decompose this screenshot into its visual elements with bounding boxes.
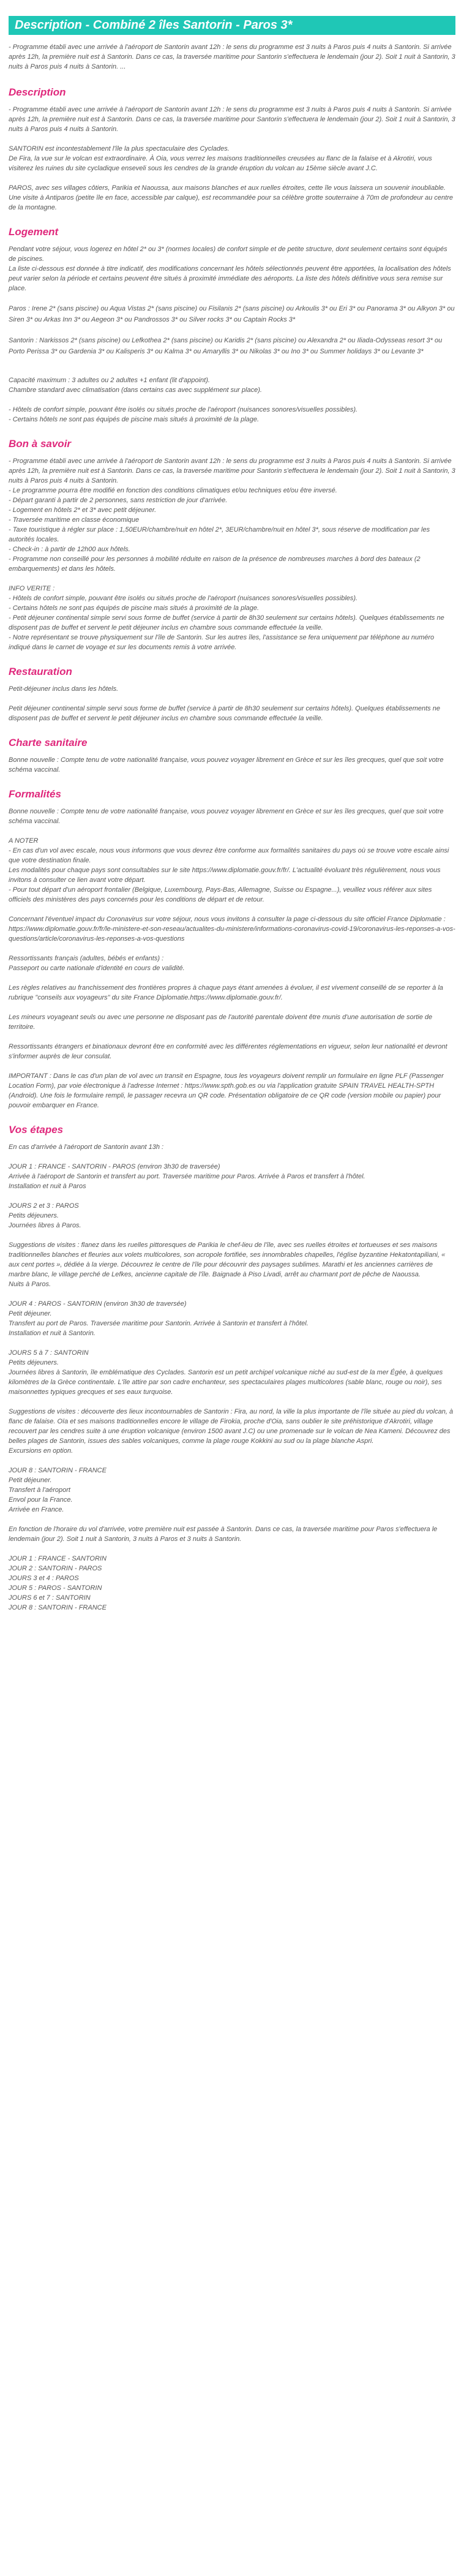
section-heading: Charte sanitaire (9, 737, 88, 748)
paragraph: IMPORTANT : Dans le cas d'un plan de vol avec un transit en Espagne, tous les voyageurs doivent remplir un formulaire en ligne PLF (Passenger Location Form), par voie électronique à l'adresse Internet : https://www.spth.gob.es ou via l'application gratuite SPAIN TRAVEL HEALTH-SPTH (Android). Une fois le formulaire rempli, le passager recevra un QR code. Présentation obligatoire de ce QR code (version mobile ou papier) pour pouvoir embarquer en France. (9, 1072, 444, 1109)
section-vos-etapes (9, 1124, 455, 1613)
paragraph: Petit déjeuner continental simple servi sous forme de buffet (service à partir de 8h30 seulement sur certains hôtels). Quelques établissements ne disposent pas de buffet et servent le petit déjeuner inclus en chambre sous commande effectuée la veille. (9, 705, 440, 722)
paragraph: En cas d'arrivée à l'aéroport de Santorin avant 13h : (9, 1143, 164, 1151)
section-heading: Formalités (9, 788, 61, 800)
section-bon-a-savoir (9, 438, 455, 652)
itinerary-day: JOUR 4 : PAROS - SANTORIN (environ 3h30 de traversée) Petit déjeuner. Transfert au port de Paros. Traversée maritime pour Santorin. Arrivée à Santorin et transfert à l'hôtel. Installation et nuit à Santorin. (9, 1300, 309, 1337)
section-charte-sanitaire (9, 737, 455, 775)
section-restauration (9, 666, 455, 723)
itinerary-day: JOURS 2 et 3 : PAROS Petits déjeuners. Journées libres à Paros. (9, 1202, 81, 1229)
paragraph: INFO VERITE : - Hôtels de confort simple, pouvant être isolés ou situés proche de l'aéroport (nuisances sonores/visuelles possibles). - Certains hôtels ne sont pas équipés de piscine mais situés à proximité de la plage. - Petit déjeuner continental simple servi sous forme de buffet (service à partir de 8h30 seulement sur certains hôtels). Quelques établissements ne disposent pas de buffet et servent le petit déjeuner inclus en chambre sous commande effectuée la veille. - Notre représentant se trouve physiquement sur l'île de Santorin. Sur les autres îles, l'assistance se fera uniquement par téléphone au numéro indiqué dans le carnet de voyage et sur les documents remis à votre arrivée. (9, 585, 444, 651)
section-formalites (9, 788, 455, 1110)
lead-paragraph: - Programme établi avec une arrivée à l'aéroport de Santorin avant 12h : le sens du programme est 3 nuits à Paros puis 4 nuits à Santorin. Si arrivée après 12h, la première nuit est à Santorin. Dans ce cas, la traversée maritime pour Santorin s'effectuera le lendemain (jour 2). Soit 1 nuit à Santorin, 3 nuits à Paros puis 4 nuits à Santorin. ... (9, 43, 455, 70)
paragraph: En fonction de l'horaire du vol d'arrivée, votre première nuit est passée à Santorin. Dans ce cas, la traversée maritime pour Paros s'effectuera le lendemain (jour 2). Soit 1 nuit à Santorin, 3 nuits à Paros et 3 nuits à Santorin. (9, 1526, 438, 1543)
paragraph: Les mineurs voyageant seuls ou avec une personne ne disposant pas de l'autorité parentale doivent être munis d'une autorisation de sortie de territoire. (9, 1014, 433, 1031)
paragraph: Capacité maximum : 3 adultes ou 2 adultes +1 enfant (lit d'appoint). Chambre standard avec climatisation (dans certains cas avec supplément sur place). (9, 377, 262, 394)
paragraph: Petit-déjeuner inclus dans les hôtels. (9, 685, 119, 693)
paragraph: Ressortissants français (adultes, bébés et enfants) : Passeport ou carte nationale d'identité en cours de validité. (9, 955, 185, 972)
paragraph: Bonne nouvelle : Compte tenu de votre nationalité française, vous pouvez voyager librement en Grèce et sur les îles grecques, quel que soit votre schéma vaccinal. (9, 808, 444, 825)
paragraph: Concernant l'éventuel impact du Coronavirus sur votre séjour, nous vous invitons à consulter la page ci-dessous du site officiel France Diplomatie : https://www.diplomatie.gouv.fr/fr/le-ministere-et-son-reseau/actualites-du-ministere/informations-coronavirus-covid-19/coronavirus-les-reponses-a-vos-questions/article/coronavirus-les-reponses-a-vos-questions (9, 916, 455, 943)
section-heading: Logement (9, 226, 59, 238)
page-title: Description - Combiné 2 îles Santorin - Paros 3* (9, 16, 455, 35)
paragraph: - Programme établi avec une arrivée à l'aéroport de Santorin avant 12h : le sens du programme est 3 nuits à Paros puis 4 nuits à Santorin. Si arrivée après 12h, la première nuit est à Santorin. Dans ce cas, la traversée maritime pour Santorin s'effectuera le lendemain (jour 2). Soit 1 nuit à Santorin, 3 nuits à Paros puis 4 nuits à Santorin. (9, 106, 455, 133)
itinerary-summary: JOUR 1 : FRANCE - SANTORIN JOUR 2 : SANTORIN - PAROS JOURS 3 et 4 : PAROS JOUR 5 : PAROS - SANTORIN JOURS 6 et 7 : SANTORIN JOUR 8 : SANTORIN - FRANCE (9, 1555, 107, 1611)
paragraph: Bonne nouvelle : Compte tenu de votre nationalité française, vous pouvez voyager librement en Grèce et sur les îles grecques, quel que soit votre schéma vaccinal. (9, 756, 444, 774)
paragraph: - Hôtels de confort simple, pouvant être isolés ou situés proche de l'aéroport (nuisances sonores/visuelles possibles). - Certains hôtels ne sont pas équipés de piscine mais situés à proximité de la plage. (9, 406, 358, 423)
paragraph: SANTORIN est incontestablement l'île la plus spectaculaire des Cyclades. De Fira, la vue sur le volcan est extraordinaire. À Oia, vous verrez les maisons traditionnelles creusées au flanc de la falaise et à Akrotiri, vous visiterez les ruines du site cycladique enseveli sous les cendres de la grande éruption du volcan au 15ème siècle avant J.C. (9, 145, 432, 172)
section-heading: Restauration (9, 666, 72, 677)
section-heading: Bon à savoir (9, 438, 72, 450)
paragraph: Suggestions de visites : découverte des lieux incontournables de Santorin : Fira, au nord, la ville la plus importante de l'île située au pied du volcan, à flanc de falaise. Oïa et ses maisons traditionnelles encore le village de Firokia, proche d'Oia, sans oublier le site préhistorique d'Akrotiri, village recouvert par les cendres suite à une éruption volcanique (environ 1500 avant J.C) ou une promenade sur le volcan de Nea Kameni. Découvrez des belles plages de Santorin, issues des sables volcaniques, comme la plage rouge Kokkini au sud ou la plage blanche Aspri. Excursions en option. (9, 1408, 454, 1455)
paragraph: Les règles relatives au franchissement des frontières propres à chaque pays étant amenées à évoluer, il est vivement conseillé de se reporter à la rubrique "conseils aux voyageurs" du site France Diplomatie.https://www.diplomatie.gouv.fr/. (9, 984, 443, 1001)
itinerary-day: JOUR 8 : SANTORIN - FRANCE Petit déjeuner. Transfert à l'aéroport Envol pour la France. Arrivée en France. (9, 1467, 107, 1513)
paragraph: Suggestions de visites : flanez dans les ruelles pittoresques de Parikia le chef-lieu de l'île, avec ses ruelles étroites et tortueuses et ses maisons traditionnelles blanches et fleuries aux volets multicolores, son acropole fortifiée, ses innombrables chapelles, l'église byzantine Hekatontapiliani, « aux cent portes », dédiée à la vierge. Découvrez le centre de l'île pour découvrir des paysages sublimes. Marathi et les anciennes carrières de marbre blanc, le village perché de Lefkes, ancienne capitale de l'île. Baignade à Piso Livadi, arrêt au charmant port de pêche de Naoussa. Nuits à Paros. (9, 1241, 446, 1288)
paragraph: PAROS, avec ses villages côtiers, Parikia et Naoussa, aux maisons blanches et aux ruelles étroites, cette île vous laissera un souvenir inoubliable. Une visite à Antiparos (petite île en face, accessible par calque), est recommandée pour sa célèbre grotte souterraine à 70m de profondeur au centre de la montagne. (9, 184, 453, 211)
paragraph: - Programme établi avec une arrivée à l'aéroport de Santorin avant 12h : le sens du programme est 3 nuits à Paros puis 4 nuits à Santorin. Si arrivée après 12h, la première nuit est à Santorin. Dans ce cas, la traversée maritime pour Santorin s'effectuera le lendemain (jour 2). Soit 1 nuit à Santorin, 3 nuits à Paros puis 4 nuits à Santorin. - Le programme pourra être modifié en fonction des conditions climatiques et/ou techniques et/ou être inversé. - Départ garanti à partir de 2 personnes, sans restriction de jour d'arrivée. - Logement en hôtels 2* et 3* avec petit déjeuner. - Traversée maritime en classe économique - Taxe touristique à régler sur place : 1,50EUR/chambre/nuit en hôtel 2*, 3EUR/chambre/nuit en hôtel 3*, sous réserve de modification par les autorités locales. - Check-in : à partir de 12h00 aux hôtels. - Programme non conseillé pour les personnes à mobilité réduite en raison de la présence de nombreuses marches à bord des bateaux (2 embarquements) et dans les hôtels. (9, 458, 455, 573)
hotel-list-santorin: Santorin : Narkissos 2* (sans piscine) ou Lefkothea 2* (sans piscine) ou Karidis 2* (sans piscine) ou Alexandra 2* ou Iliada-Odysseas resort 3* ou Porto Perissa 3* ou Gardenia 3* ou Kalisperis 3* ou Kalma 3* ou Amaryllis 3* ou Nikolas 3* ou Ino 3* ou Summer holidays 3* ou Levante 3* (9, 337, 443, 355)
paragraph: Ressortissants étrangers et binationaux devront être en conformité avec les différentes réglementations en vigueur, selon leur nationalité et devront s'informer auprès de leur consulat. (9, 1043, 447, 1060)
section-description (9, 86, 455, 213)
section-logement (9, 226, 455, 424)
paragraph: Pendant votre séjour, vous logerez en hôtel 2* ou 3* (normes locales) de confort simple et de petite structure, dont seulement certains sont équipés de piscines. La liste ci-dessous est donnée à titre indicatif, des modifications concernant les hôtels sélectionnés peuvent être apportées, la localisation des hôtels peut varier selon la période et certains peuvent être situés à proximité immédiate des aéroports. La liste des hôtels définitive vous sera remise sur place. (9, 246, 451, 292)
itinerary-day: JOURS 5 à 7 : SANTORIN Petits déjeuners. Journées libres à Santorin, île emblématique des Cyclades. Santorin est un petit archipel volcanique niché au sud-est de la mer Égée, à quelques kilomètres de la Grèce continentale. L'île attire par son cadre enchanteur, ses spectaculaires plages multicolores (sable blanc, rouge ou noir), ses maisonnettes typiques grecques et ses eaux turquoise. (9, 1349, 443, 1396)
hotel-list-paros: Paros : Irene 2* (sans piscine) ou Aqua Vistas 2* (sans piscine) ou Fisilanis 2* (sans piscine) ou Arkoulis 3* ou Eri 3* ou Panorama 3* ou Alkyon 3* ou Siren 3* ou Arkas Inn 3* ou Aegeon 3* ou Pandrossos 3* ou Silver rocks 3* ou Captain Rocks 3* (9, 305, 455, 323)
paragraph: A NOTER - En cas d'un vol avec escale, nous vous informons que vous devrez être conforme aux formalités sanitaires du pays où se trouve votre escale ainsi que votre destination finale. Les modalités pour chaque pays sont consultables sur le site https://www.diplomatie.gouv.fr/fr/. L'actualité évoluant très régulièrement, nous vous invitons à consulter ce lien avant votre départ. - Pour tout départ d'un aéroport frontalier (Belgique, Luxembourg, Pays-Bas, Allemagne, Suisse ou Espagne...), veuillez vous référer aux sites officiels des ministères des pays concernés pour les conditions de départ et de retour. (9, 837, 449, 903)
section-heading: Vos étapes (9, 1124, 64, 1135)
itinerary-day: JOUR 1 : FRANCE - SANTORIN - PAROS (environ 3h30 de traversée) Arrivée à l'aéroport de Santorin et transfert au port. Traversée maritime pour Paros. Arrivée à Paros et transfert à l'hôtel. Installation et nuit à Paros (9, 1163, 365, 1190)
section-heading: Description (9, 86, 66, 98)
